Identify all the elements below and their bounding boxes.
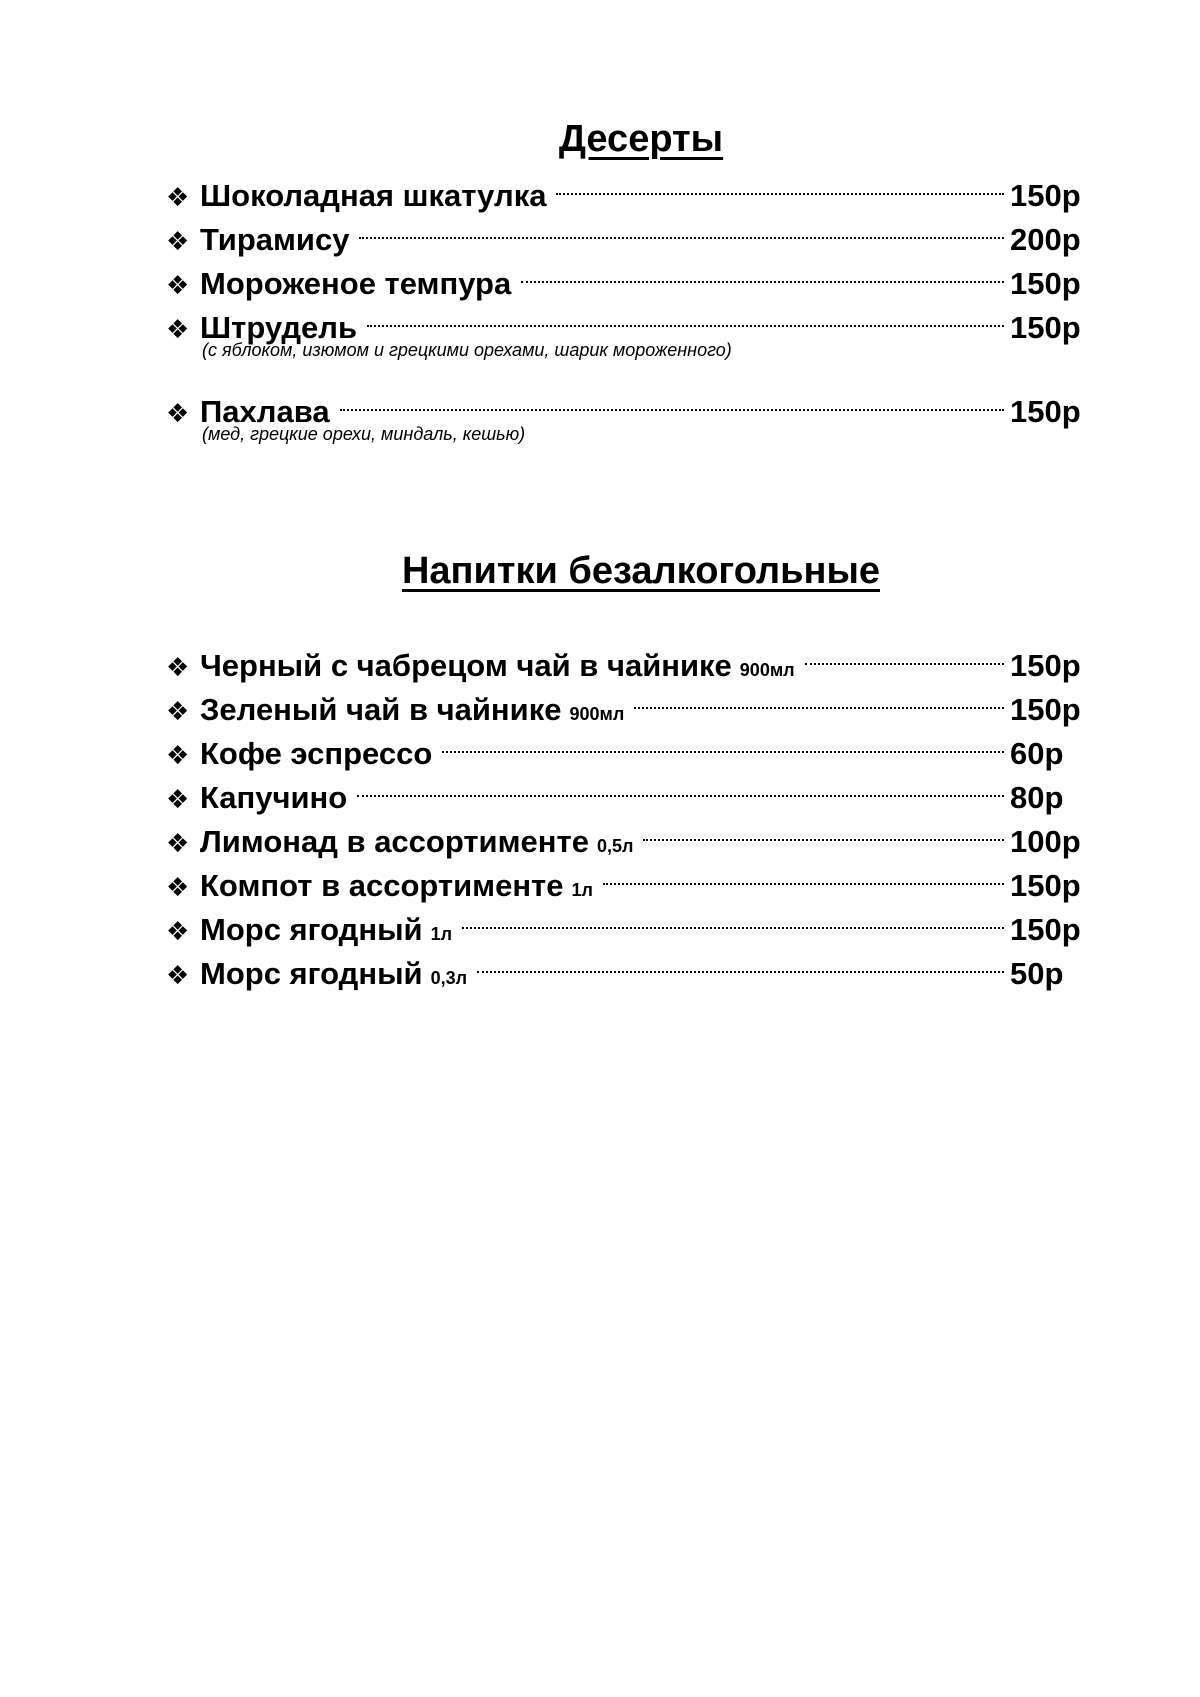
dot-leader xyxy=(634,676,1004,720)
dot-leader xyxy=(477,940,1004,984)
item-description: (с яблоком, изюмом и грецкими орехами, шарик мороженного) xyxy=(202,340,732,360)
item-price: 150р xyxy=(1010,868,1081,903)
item-price: 150р xyxy=(1010,266,1081,301)
dot-leader xyxy=(603,852,1004,896)
diamond-bullet-icon: ❖ xyxy=(166,784,190,814)
diamond-bullet-icon: ❖ xyxy=(166,828,190,858)
dot-leader xyxy=(340,378,1004,422)
item-price: 150р xyxy=(1010,178,1081,213)
item-name: Черный с чабрецом чай в чайнике xyxy=(200,648,732,683)
desserts-section xyxy=(166,116,1086,462)
item-name: Кофе эспрессо xyxy=(200,736,433,771)
item-price: 150р xyxy=(1010,648,1081,683)
dot-leader xyxy=(462,896,1004,940)
menu-item xyxy=(166,162,1086,213)
item-volume: 0,3л xyxy=(430,968,468,988)
menu-item xyxy=(166,378,1086,448)
diamond-bullet-icon: ❖ xyxy=(166,226,190,256)
diamond-bullet-icon: ❖ xyxy=(166,740,190,770)
drinks-list xyxy=(166,632,1086,991)
item-name: Лимонад в ассортименте xyxy=(200,824,589,859)
item-name: Шоколадная шкатулка xyxy=(200,178,547,213)
diamond-bullet-icon: ❖ xyxy=(166,960,190,990)
dot-leader xyxy=(442,720,1004,764)
diamond-bullet-icon: ❖ xyxy=(166,182,190,212)
item-name: Штрудель xyxy=(200,310,357,345)
dot-leader xyxy=(805,632,1004,676)
item-description: (мед, грецкие орехи, миндаль, кешью) xyxy=(202,424,526,444)
diamond-bullet-icon: ❖ xyxy=(166,652,190,682)
item-volume: 900мл xyxy=(739,660,795,680)
diamond-bullet-icon: ❖ xyxy=(166,916,190,946)
item-price: 50р xyxy=(1010,956,1064,991)
diamond-bullet-icon: ❖ xyxy=(166,398,190,428)
menu-item-row xyxy=(166,162,1086,213)
item-name: Зеленый чай в чайнике xyxy=(200,692,562,727)
item-price: 150р xyxy=(1010,912,1081,947)
dot-leader xyxy=(357,764,1004,808)
menu-item-row xyxy=(166,632,1086,683)
item-volume: 0,5л xyxy=(596,836,634,856)
desserts-list xyxy=(166,162,1086,448)
item-price: 150р xyxy=(1010,692,1081,727)
item-name: Тирамису xyxy=(200,222,350,257)
dot-leader xyxy=(521,250,1004,294)
item-name: Морс ягодный xyxy=(200,912,423,947)
drinks-title: Напитки безалкогольные xyxy=(401,550,881,592)
diamond-bullet-icon: ❖ xyxy=(166,696,190,726)
diamond-bullet-icon: ❖ xyxy=(166,872,190,902)
item-name: Морс ягодный xyxy=(200,956,423,991)
desserts-title: Десерты xyxy=(558,118,724,160)
item-price: 150р xyxy=(1010,310,1081,345)
item-volume: 1л xyxy=(430,924,453,944)
item-volume: 1л xyxy=(571,880,593,900)
menu-item xyxy=(166,632,1086,683)
item-volume: 900мл xyxy=(569,704,625,724)
item-price: 100р xyxy=(1010,824,1081,859)
dot-leader xyxy=(367,294,1004,338)
dot-leader xyxy=(643,808,1004,852)
dot-leader xyxy=(556,162,1004,206)
drinks-section xyxy=(166,548,1086,991)
diamond-bullet-icon: ❖ xyxy=(166,270,190,300)
item-price: 60р xyxy=(1010,736,1064,771)
dot-leader xyxy=(359,206,1004,250)
item-name: Капучино xyxy=(200,780,348,815)
item-price: 80р xyxy=(1010,780,1064,815)
menu-item-row xyxy=(166,378,1086,429)
item-name: Пахлава xyxy=(200,394,330,429)
item-name: Мороженое темпура xyxy=(200,266,512,301)
diamond-bullet-icon: ❖ xyxy=(166,314,190,344)
item-price: 150р xyxy=(1010,394,1081,429)
item-name: Компот в ассортименте xyxy=(200,868,564,903)
item-price: 200р xyxy=(1010,222,1081,257)
